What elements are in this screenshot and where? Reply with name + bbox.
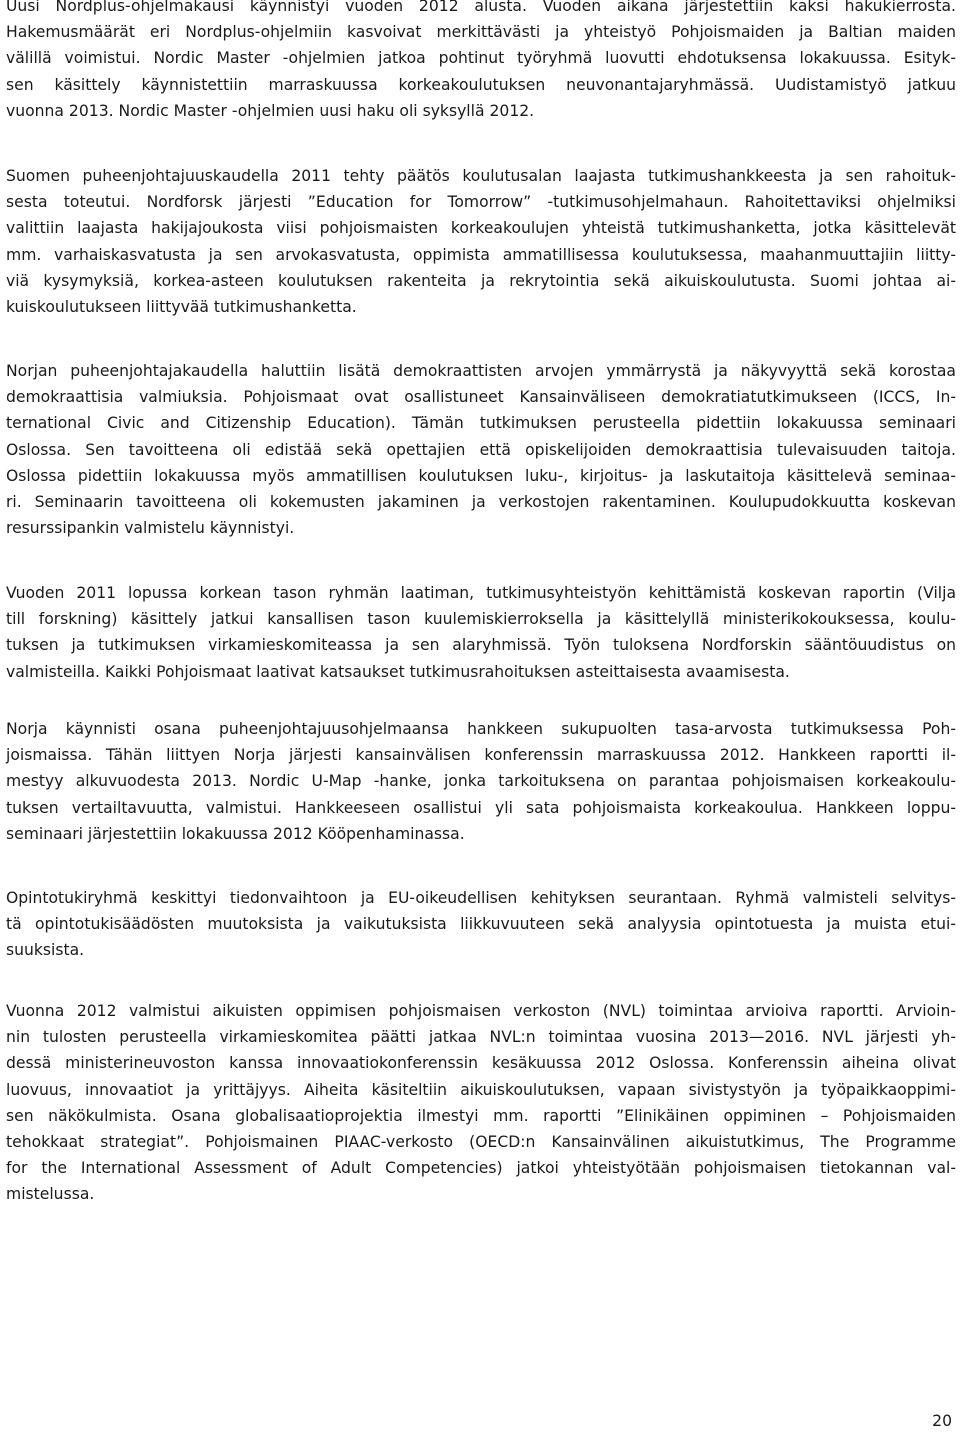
text-line: nin tulosten perusteella virkamieskomitea päätti jatkaa NVL:n toimintaa vuosina 2013—2016. NVL järjesti yh- xyxy=(6,1028,956,1047)
text-line: viä kysymyksiä, korkea-asteen koulutuksen rakenteita ja rekrytointia sekä aikuiskoulutusta. Suomi johtaa ai- xyxy=(6,271,956,290)
text-line: for the International Assessment of Adult Competencies) jatkoi yhteistyötään pohjoismaisen tietokannan val- xyxy=(6,1159,956,1178)
paragraph-nordplus xyxy=(6,0,956,124)
text-line: sen käsittely käynnistettiin marraskuussa korkeakoulutuksen neuvonantajaryhmässä. Uudistamistyö jatkuu xyxy=(6,75,956,94)
text-line: tehokkaat strategiat”. Pohjoismainen PIAAC-verkosto (OECD:n Kansainvälinen aikuistutkimus, The Programme xyxy=(6,1133,956,1152)
paragraph-gender-equality xyxy=(6,716,956,847)
text-line: Vuonna 2012 valmistui aikuisten oppimisen pohjoismaisen verkoston (NVL) toimintaa arvioiva raportti. Arvioin- xyxy=(6,1002,956,1020)
paragraph-study-support xyxy=(6,885,956,964)
paragraph-adult-learning xyxy=(6,998,956,1208)
text-line: Opintotukiryhmä keskittyi tiedonvaihtoon ja EU-oikeudellisen kehityksen seurantaan. Ryhmä valmisteli selvitys- xyxy=(6,889,956,907)
text-line: vuonna 2013. Nordic Master -ohjelmien uusi haku oli syksyllä 2012. xyxy=(6,101,535,120)
text-line: Suomen puheenjohtajuuskaudella 2011 tehty päätös koulutusalan laajasta tutkimushankkeesta ja sen rahoituk- xyxy=(6,167,956,185)
text-line: resurssipankin valmistelu käynnistyi. xyxy=(6,519,295,538)
text-line: suuksista. xyxy=(6,941,85,960)
page-number: 20 xyxy=(932,1412,952,1430)
paragraph-norwegian-presidency xyxy=(6,358,956,541)
text-line: joismaissa. Tähän liittyen Norja järjesti kansainvälisen konferenssin marraskuussa 2012. Hankkeen raportti il- xyxy=(6,746,956,765)
text-line: ri. Seminaarin tavoitteena oli kokemusten jakaminen ja verkostojen rakentaminen. Koulupudokkuutta koskevan xyxy=(6,493,956,512)
text-line: seminaari järjestettiin lokakuussa 2012 Kööpenhaminassa. xyxy=(6,824,465,843)
text-line: dessä ministerineuvoston kanssa innovaatiokonferenssin kesäkuussa 2012 Oslossa. Konferenssin aiheina olivat xyxy=(6,1054,956,1073)
text-line: tuksen vertailtavuutta, valmistui. Hankkeeseen osallistui yli sata pohjoismaista korkeakoulua. Hankkeen loppu- xyxy=(6,798,956,817)
text-line: Oslossa. Sen tavoitteena oli edistää sekä opettajien että opiskelijoiden demokraattisia tulevaisuuden taitoja. xyxy=(6,440,956,459)
text-line: kuiskoulutukseen liittyvää tutkimushanketta. xyxy=(6,298,357,317)
text-line: Uusi Nordplus-ohjelmakausi käynnistyi vuoden 2012 alusta. Vuoden aikana järjestettiin kaksi hakukierrosta. xyxy=(6,0,956,15)
text-line: Norja käynnisti osana puheenjohtajuusohjelmaansa hankkeen sukupuolten tasa-arvosta tutkimuksessa Poh- xyxy=(6,720,956,738)
text-line: mestyy alkuvuodesta 2013. Nordic U-Map -hanke, jonka tarkoituksena on parantaa pohjoismaisen korkeakoulu- xyxy=(6,772,956,791)
text-line: Norjan puheenjohtajakaudella haluttiin lisätä demokraattisten arvojen ymmärrystä ja näkyvyyttä sekä korostaa xyxy=(6,362,956,380)
text-line: sesta toteutui. Nordforsk järjesti ”Education for Tomorrow” -tutkimusohjelmahaun. Rahoitettaviksi ohjelmiksi xyxy=(6,193,956,212)
text-line: Oslossa pidettiin lokakuussa myös ammatillisen koulutuksen luku-, kirjoitus- ja laskutaitoja käsittelevä seminaa- xyxy=(6,466,956,485)
text-line: tuksen ja tutkimuksen virkamieskomiteassa ja sen alaryhmissä. Työn tuloksena Nordforskin sääntöuudistus on xyxy=(6,636,956,655)
text-line: valmisteilla. Kaikki Pohjoismaat laativat katsaukset tutkimusrahoituksen asteittaisesta avaamisesta. xyxy=(6,662,790,681)
paragraph-research-report xyxy=(6,580,956,685)
text-line: Hakemusmäärät eri Nordplus-ohjelmiin kasvoivat merkittävästi ja yhteistyö Pohjoismaiden ja Baltian maiden xyxy=(6,23,956,42)
text-line: tä opintotukisäädösten muutoksista ja vaikutuksista liikkuvuuteen sekä analyysia opintotuesta ja muista etui- xyxy=(6,915,956,934)
text-line: ternational Civic and Citizenship Education). Tämän tutkimuksen perusteella pidettiin lokakuussa seminaari xyxy=(6,414,956,433)
text-line: välillä voimistui. Nordic Master -ohjelmien jatkoa pohtinut työryhmä luovutti ehdotuksensa lokakuussa. Esityk- xyxy=(6,49,956,68)
text-line: till forskning) käsittely jatkui kansallisen tason kuulemiskierroksella ja käsittelyllä ministerikokouksessa, koulu- xyxy=(6,610,956,629)
text-line: mistelussa. xyxy=(6,1185,95,1204)
text-line: luovuus, innovaatiot ja yrittäjyys. Aiheita käsiteltiin aikuiskoulutuksen, vapaan sivistystyön ja työpaikkaoppimi- xyxy=(6,1080,956,1099)
text-line: demokraattisia valmiuksia. Pohjoismaat ovat osallistuneet Kansainväliseen demokratiatutkimukseen (ICCS, In- xyxy=(6,388,956,407)
text-line: valittiin laajasta hakijajoukosta viisi pohjoismaisten korkeakoulujen yhteistä tutkimushanketta, jotka käsittelevät xyxy=(6,219,956,238)
text-line: mm. varhaiskasvatusta ja sen arvokasvatusta, oppimista ammatillisessa koulutuksessa, maahanmuuttajiin liitty- xyxy=(6,245,956,264)
text-line: sen näkökulmista. Osana globalisaatioprojektia ilmestyi mm. raportti ”Elinikäinen oppiminen – Pohjoismaiden xyxy=(6,1106,956,1125)
text-line: Vuoden 2011 lopussa korkean tason ryhmän laatiman, tutkimusyhteistyön kehittämistä koskevan raportin (Vilja xyxy=(6,584,956,602)
paragraph-finnish-presidency xyxy=(6,163,956,320)
